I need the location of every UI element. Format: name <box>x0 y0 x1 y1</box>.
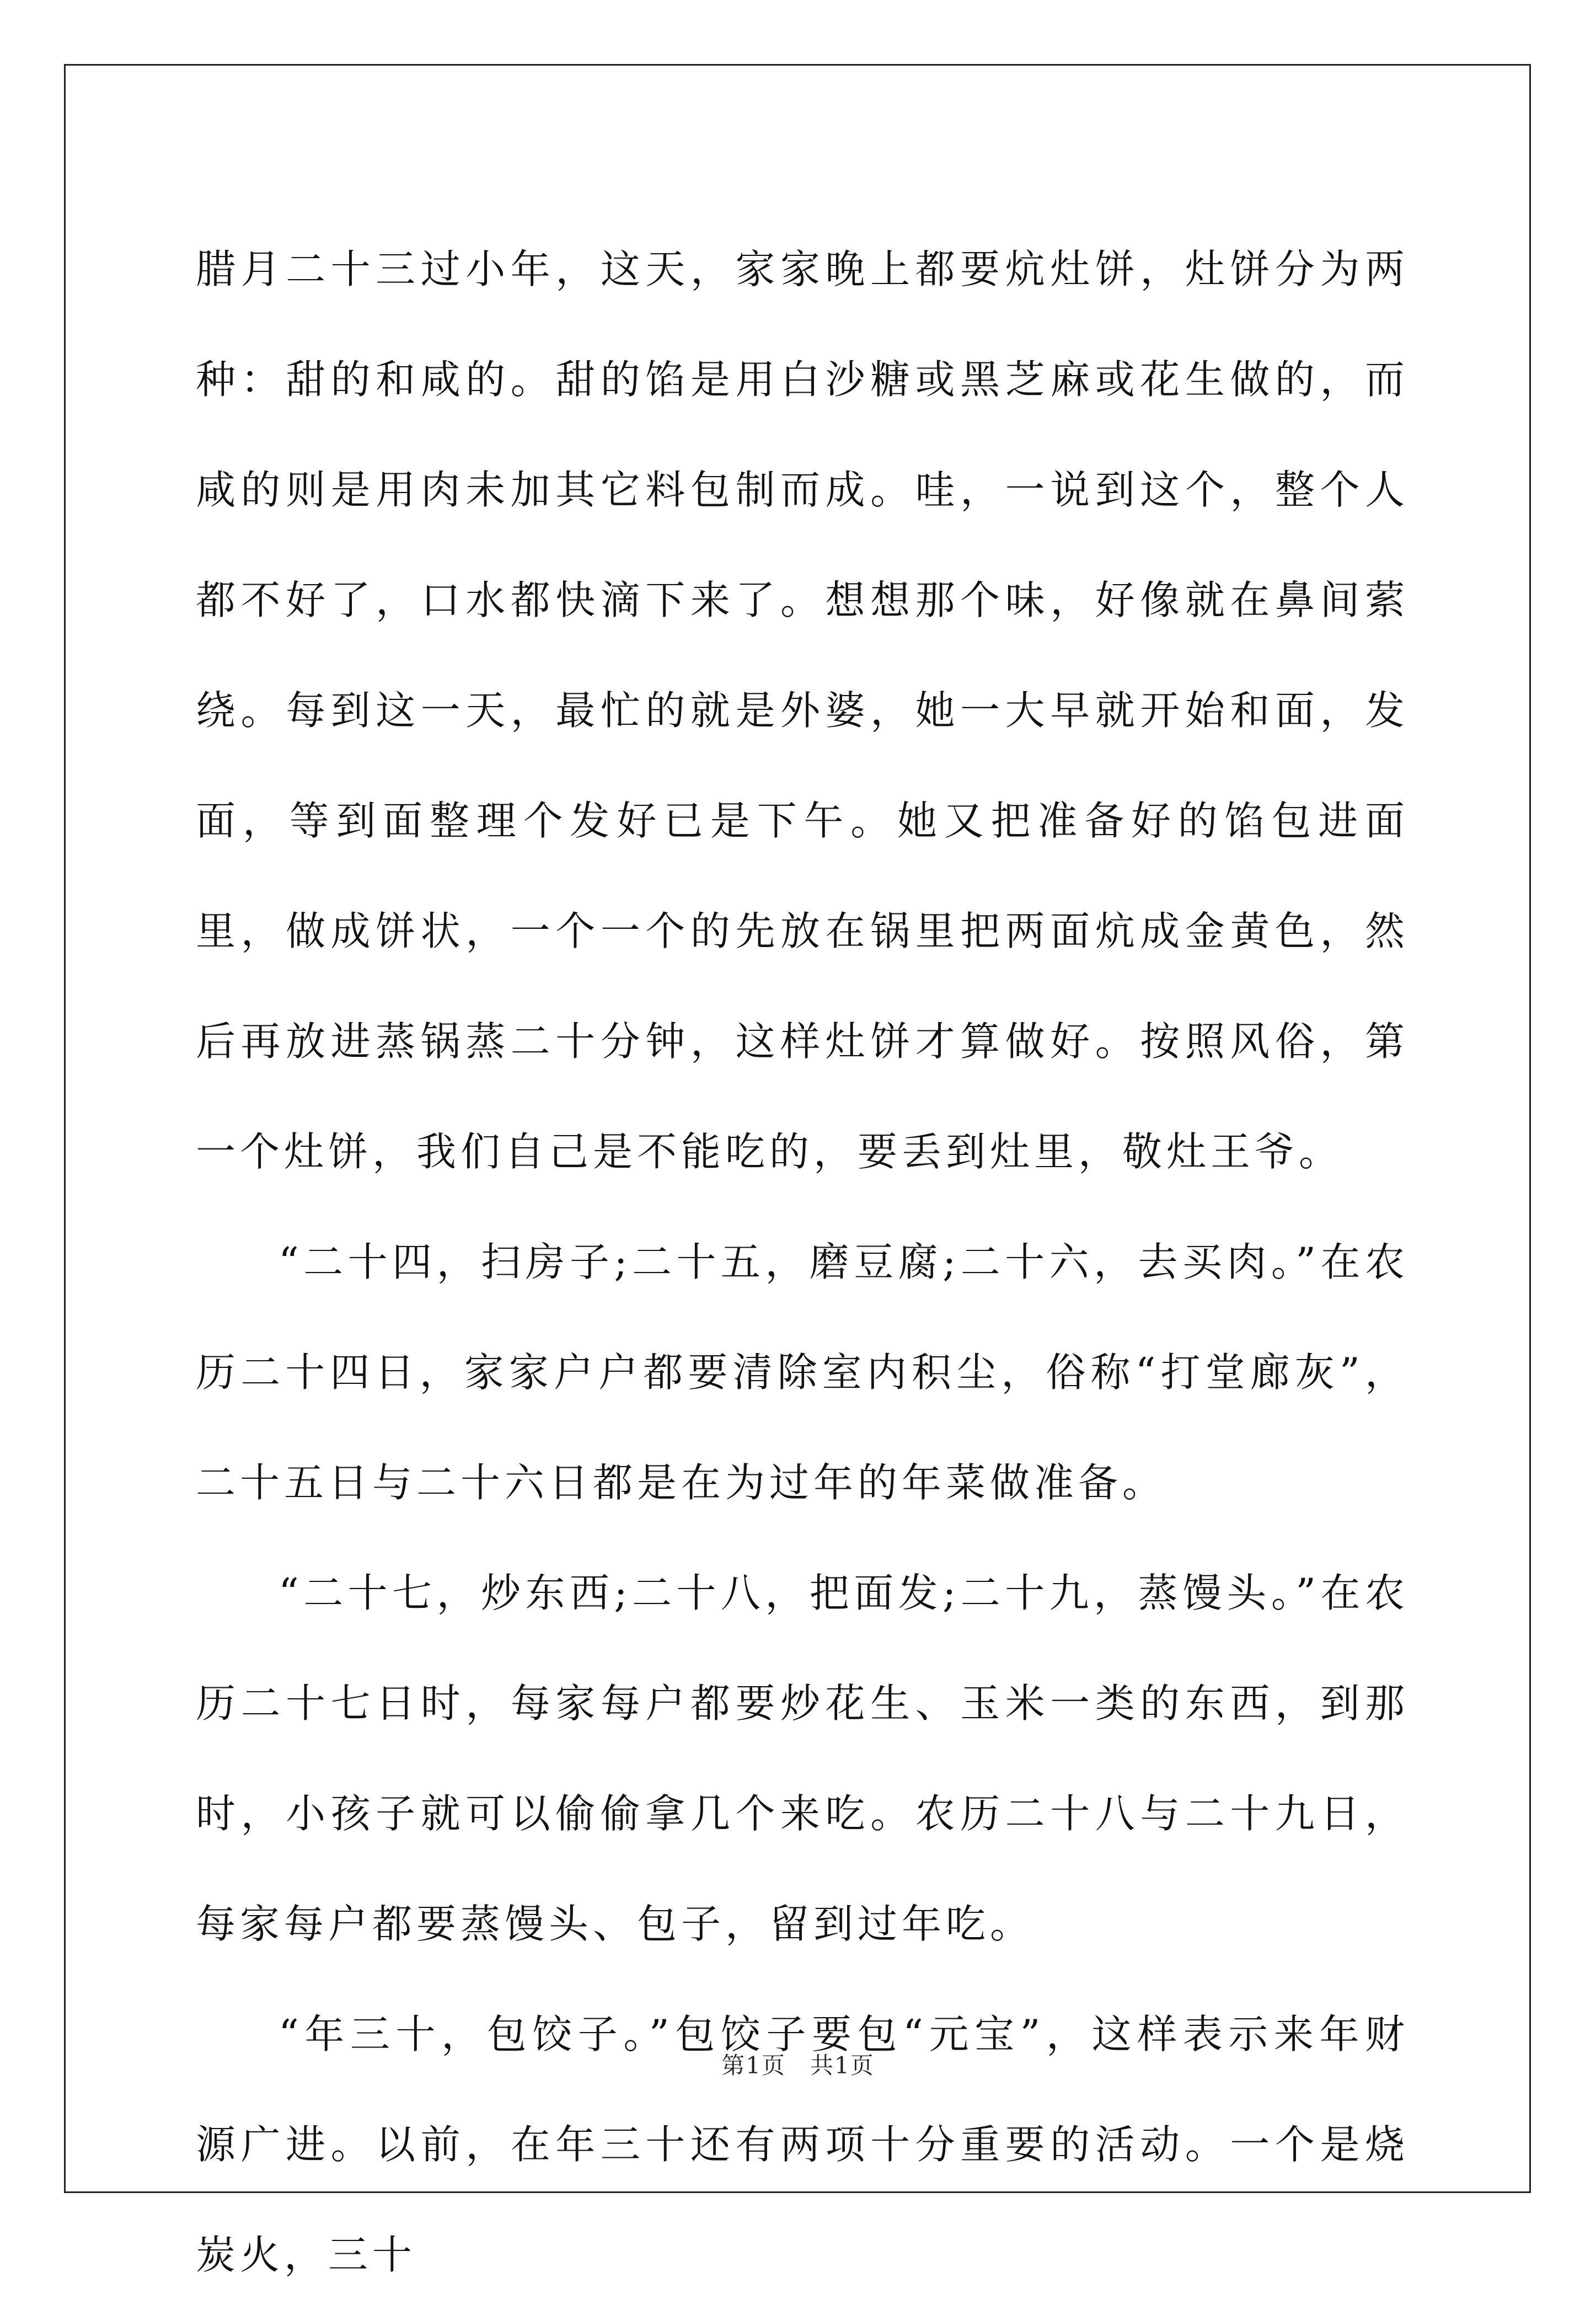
document-body <box>196 214 1409 2310</box>
paragraph-3: “二十七，炒东西;二十八，把面发;二十九，蒸馒头。”在农历二十七日时，每家每户都要炒花生、玉米一类的东西，到那时，小孩子就可以偷偷拿几个来吃。农历二十八与二十九日，每家每户都要蒸馒头、包子，留到过年吃。 <box>196 1570 1409 1947</box>
paragraph-4: “年三十，包饺子。”包饺子要包“元宝”，这样表示来年财源广进。以前，在年三十还有两项十分重要的活动。一个是烧炭火，三十 <box>196 2011 1409 2278</box>
page-number-footer: 第1页 共1页 <box>721 2052 875 2079</box>
paragraph-2: “二十四，扫房子;二十五，磨豆腐;二十六，去买肉。”在农历二十四日，家家户户都要清除室内积尘，俗称“打堂廊灰”，二十五日与二十六日都是在为过年的年菜做准备。 <box>196 1239 1409 1506</box>
paragraph-1: 腊月二十三过小年，这天，家家晚上都要炕灶饼，灶饼分为两种：甜的和咸的。甜的馅是用白沙糖或黑芝麻或花生做的，而咸的则是用肉未加其它料包制而成。哇，一说到这个，整个人都不好了，口水都快滴下来了。想想那个味，好像就在鼻间萦绕。每到这一天，最忙的就是外婆，她一大早就开始和面，发面，等到面整理个发好已是下午。她又把准备好的馅包进面里，做成饼状，一个一个的先放在锅里把两面炕成金黄色，然后再放进蒸锅蒸二十分钟，这样灶饼才算做好。按照风俗，第一个灶饼，我们自己是不能吃的，要丢到灶里，敬灶王爷。 <box>196 246 1409 1175</box>
